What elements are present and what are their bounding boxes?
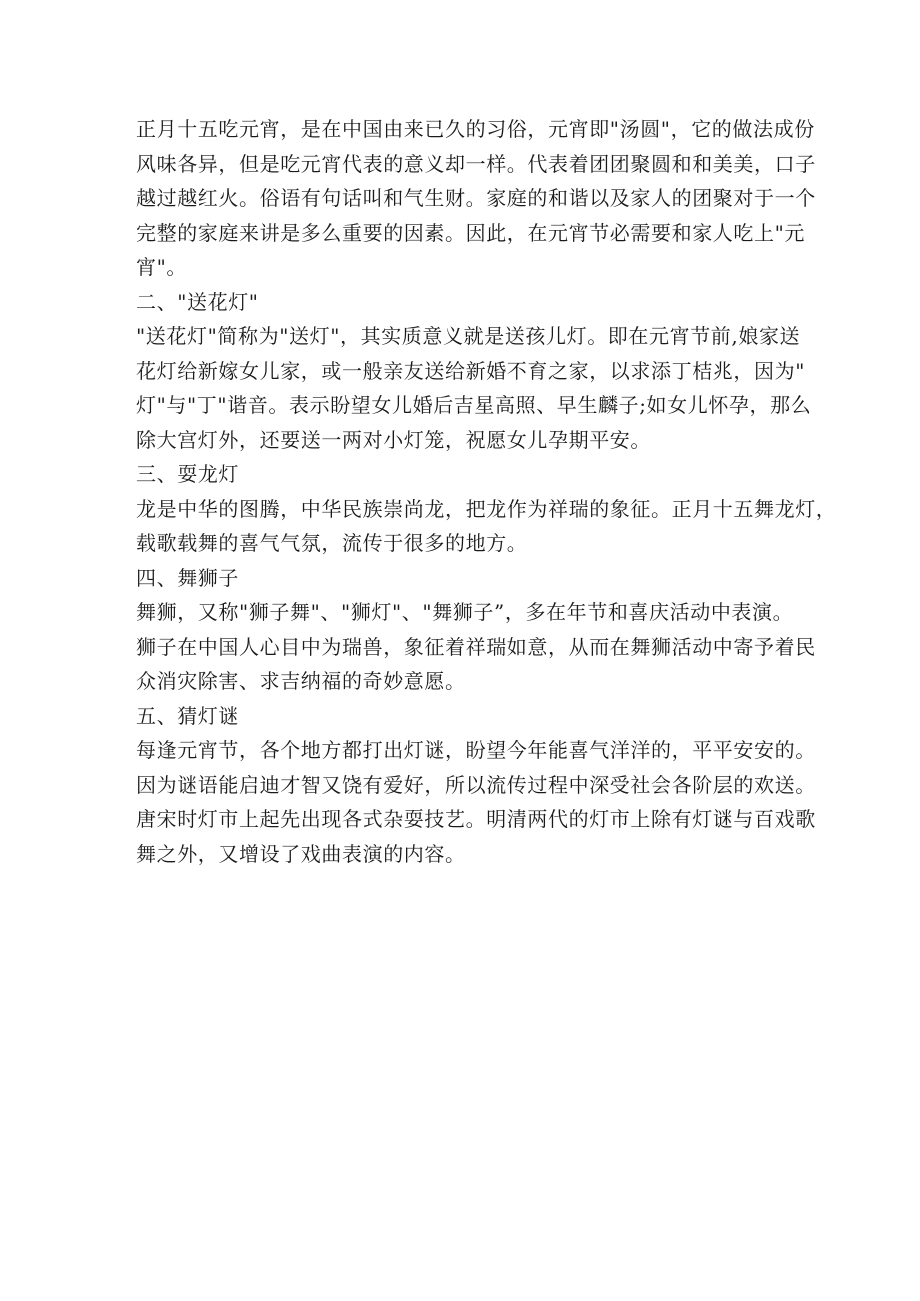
section-heading: 五、猜灯谜 <box>136 703 239 728</box>
text-line: 每逢元宵节，各个地方都打出灯谜，盼望今年能喜气洋洋的，平平安安的。 <box>136 738 816 762</box>
text-line: 舞之外，又增设了戏曲表演的内容。 <box>136 841 466 866</box>
text-line: 越过越红火。俗语有句话叫和气生财。家庭的和谐以及家人的团聚对于一个 <box>136 186 816 210</box>
text-line: 狮子在中国人心目中为瑞兽，象征着祥瑞如意，从而在舞狮活动中寄予着民 <box>136 634 816 659</box>
section-heading: 三、耍龙灯 <box>136 462 239 486</box>
text-line: 龙是中华的图腾，中华民族崇尚龙，把龙作为祥瑞的象征。正月十五舞龙灯， <box>136 496 837 521</box>
text-line: 除大宫灯外，还要送一两对小灯笼，祝愿女儿孕期平安。 <box>136 427 651 452</box>
text-line: 宵"。 <box>136 255 187 279</box>
text-line: 载歌载舞的喜气气氛，流传于很多的地方。 <box>136 531 528 555</box>
text-line: 众消灾除害、求吉纳福的奇妙意愿。 <box>136 669 466 693</box>
text-line: 灯"与"丁"谐音。表示盼望女儿婚后吉星高照、早生麟子;如女儿怀孕，那么 <box>136 393 812 417</box>
text-line: 因为谜语能启迪才智又饶有爱好，所以流传过程中深受社会各阶层的欢送。 <box>136 772 816 797</box>
text-line: 唐宋时灯市上起先出现各式杂耍技艺。明清两代的灯市上除有灯谜与百戏歌 <box>136 807 816 831</box>
section-heading: 二、"送花灯" <box>136 289 259 314</box>
document-body <box>136 112 837 871</box>
text-line: "送花灯"简称为"送灯"，其实质意义就是送孩儿灯。即在元宵节前,娘家送 <box>136 324 801 348</box>
text-line: 舞狮，又称"狮子舞"、"狮灯"、"舞狮子”，多在年节和喜庆活动中表演。 <box>136 600 794 624</box>
text-line: 正月十五吃元宵，是在中国由来已久的习俗，元宵即"汤圆"，它的做法成份 <box>136 117 815 141</box>
text-line: 花灯给新嫁女儿家，或一般亲友送给新婚不育之家，以求添丁桔兆，因为" <box>136 358 805 383</box>
section-heading: 四、舞狮子 <box>136 565 239 590</box>
text-line: 风味各异，但是吃元宵代表的意义却一样。代表着团团聚圆和和美美，口子 <box>136 151 816 176</box>
text-line: 完整的家庭来讲是多么重要的因素。因此，在元宵节必需要和家人吃上"元 <box>136 220 805 245</box>
